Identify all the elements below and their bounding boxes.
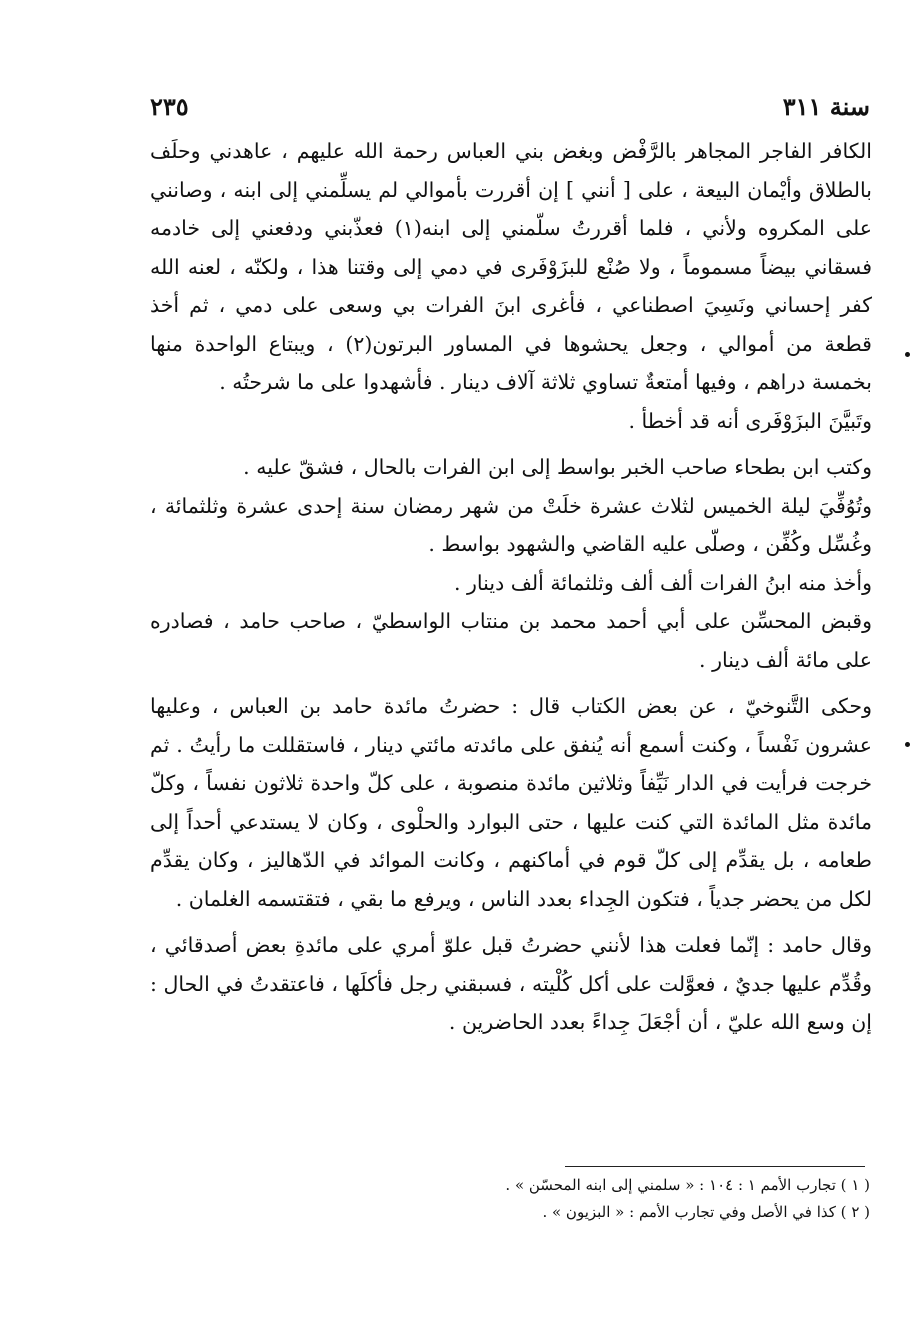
paragraph: وقبض المحسِّن على أبي أحمد محمد بن منتاب الواسطيّ ، صاحب حامد ، فصادره على مائة ألف دينار .: [150, 609, 872, 672]
footnote: ( ٢ ) كذا في الأصل وفي تجارب الأمم : « البزيون » .: [542, 1203, 870, 1221]
page-number: ٢٣٥: [150, 92, 189, 121]
footnote-divider: [565, 1166, 865, 1167]
paragraph: وأخذ منه ابنُ الفرات ألف ألف وثلثمائة ألف دينار .: [454, 570, 872, 595]
paragraph: الكافر الفاجر المجاهر بالرَّفْض وبغض بني العباس رحمة الله عليهم ، عاهدني وحلَف بالطلاق وأيْمان البيعة ، على [ أنني ] إن أقررت بأموالي لم يسلِّمني إلى ابنه ، وصانني على المكروه ولأني ، فلما أقررتُ سلّمني إلى ابنه(١) فعذّبني ودفعني إلى خادمه فسقاني بيضاً مسموماً ، ولا صُنْع للبزَوْفَرى في دمي إلى وقتنا هذا ، ولكنّه ، لعنه الله كفر إحساني ونَسِيَ اصطناعي ، فأغرى ابنَ الفرات بي وسعى على دمي ، ثم أخذ قطعة من أموالي ، وجعل يحشوها في المساور البرتون(٢) ، ويبتاع الواحدة منها بخمسة دراهم ، وفيها أمتعةٌ تساوي ثلاثة آلاف دينار . فأشهدوا على ما شرحتُه .: [150, 139, 873, 394]
footnote: ( ١ ) تجارب الأمم ١ : ١٠٤ : « سلمني إلى ابنه المحسّن » .: [505, 1176, 870, 1194]
main-text: [150, 132, 872, 1042]
paragraph: وقال حامد : إنّما فعلت هذا لأنني حضرتُ قبل علوّ أمري على مائدةِ بعض أصدقائي ، وقُدِّم عليها جديٌ ، فعوَّلت على أكل كُلْيته ، فسبقني رجل فأكلَها ، فاعتقدتُ في الحال : إن وسع الله عليّ ، أن أجْعَلَ جِداءً بعدد الحاضرين .: [150, 933, 872, 1034]
paragraph: وكتب ابن بطحاء صاحب الخبر بواسط إلى ابن الفرات بالحال ، فشقّ عليه .: [243, 455, 872, 479]
footnotes: [380, 1172, 870, 1226]
paragraph: وحكى التَّنوخيّ ، عن بعض الكتاب قال : حضرتُ مائدة حامد بن العباس ، وعليها عشرون نَفْساً ، وكنت أسمع أنه يُنفق على مائدته مائتي دينار ، فاستقللت ما رأيتُ . ثم خرجت فرأيت في الدار نَيِّفاً وثلاثين مائدة منصوبة ، على كلّ واحدة ثلاثون نفساً ، وكلّ مائدة مثل المائدة التي كنت عليها ، حتى البوارد والحلْوى ، وكان لا يستدعي أحداً إلى طعامه ، بل يقدِّم إلى كلّ قوم في أماكنهم ، وكانت الموائد في الدّهاليز ، وكان يقدِّم لكل من يحضر جدياً ، فتكون الجِداء بعدد الناس ، ويرفع ما بقي ، فتقتسمه الغلمان .: [150, 694, 872, 911]
paragraph: وتُوُفِّيَ ليلة الخميس لثلاث عشرة خلَتْ من شهر رمضان سنة إحدى عشرة وثلثمائة ، وغُسِّل وكُفِّن ، وصلّى عليه القاضي والشهود بواسط .: [150, 493, 872, 556]
running-head-year: سنة ٣١١: [782, 92, 870, 121]
paragraph: وتَبيَّنَ البزَوْفَرى أنه قد أخطأ .: [628, 408, 872, 433]
page-header: [150, 92, 870, 128]
margin-dot: [905, 352, 910, 357]
margin-dot: [905, 742, 910, 747]
